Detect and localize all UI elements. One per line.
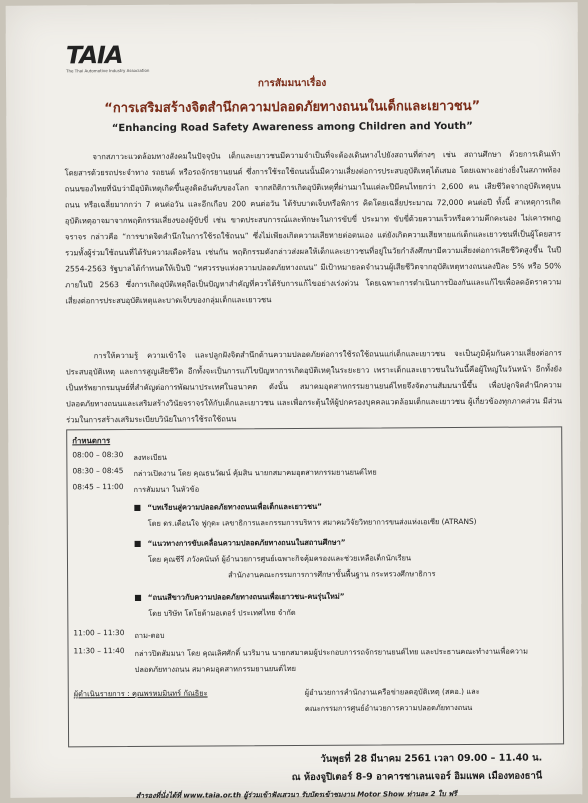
bullet-icon: ■ (133, 538, 142, 548)
bullet-icon: ■ (134, 592, 142, 602)
event-date: วันพุธที่ 28 มีนาคม 2561 เวลา 09.00 – 11.40 น. (320, 752, 543, 765)
topic-speaker-affiliation: สำนักงานคณะกรรมการการศึกษาขั้นพื้นฐาน กระทรวงศึกษาธิการ (228, 569, 436, 580)
schedule-activity: กล่าวปิดสัมมนา โดย คุณเลิศศักดิ์ นวริมาน นายกสมาคมผู้ประกอบการรถจักรยานยนต์ไทย และประธานคณะทำงานเพื่อความปลอดภัยทางถนน สมาคมอุตสาหกรรมยานยนต์ไทย (134, 646, 528, 674)
topic-speaker: โดย บริษัท โตโยต้ามอเตอร์ ประเทศไทย จำกัด (148, 607, 296, 618)
schedule-title: กำหนดการ (72, 436, 111, 446)
topic-speaker: โดย คุณชีรี ภวังคนันท์ ผู้อำนวยการศูนย์เฉพาะกิจคุ้มครองและช่วยเหลือเด็กนักเรียน (147, 553, 412, 564)
bullet-icon: ■ (133, 502, 142, 512)
schedule-activity: ถาม-ตอบ (134, 630, 165, 640)
schedule-time: 11:30 – 11:40 (73, 646, 125, 656)
event-venue: ณ ห้องจูปิเตอร์ 8-9 อาคารชาเลนเจอร์ อิมแพค เมืองทองธานี (291, 770, 543, 784)
schedule-time: 08:30 – 08:45 (72, 466, 124, 476)
topic-title: “บทเรียนสู่ความปลอดภัยทางถนนเพื่อเด็กและเยาวชน” (147, 501, 323, 512)
document-page (6, 2, 583, 800)
schedule-row (68, 625, 562, 640)
moderator-label: ผู้ดำเนินรายการ : คุณพรหมมินทร์ กัณธิยะ (73, 688, 208, 699)
moderator-role-line2: คณะกรรมการศูนย์อำนวยการความปลอดภัยทางถนน (304, 702, 473, 713)
topic-speaker: โดย ดร.เดือนใจ ฟูกุดะ เลขาธิการและกรรมการบริหาร สมาคมวิจัยวิทยาการขนส่งแห่งเอเซีย (ATRANS) (147, 516, 477, 528)
schedule-box (66, 426, 564, 747)
schedule-activity: การสัมมนา ในหัวข้อ (133, 484, 200, 494)
seminar-topic (134, 587, 554, 605)
registration-note: สำรองที่นั่งได้ที่ www.taia.or.th ผู้ร่วมเข้าฟังเสวนา รับบัตรเข้าชมงาน Motor Show ท่านละ 2 ใบ ฟรี (135, 790, 457, 800)
seminar-title-thai: “การเสริมสร้างจิตสำนึกความปลอดภัยทางถนนในเด็กและเยาวชน” (104, 98, 481, 117)
purpose-paragraph: การให้ความรู้ ความเข้าใจ และปลูกฝังจิตสำนึกด้านความปลอดภัยต่อการใช้รถใช้ถนนแก่เด็กและเยาวชน จะเป็นภูมิคุ้มกันความเสี่ยงต่อการประสบอุบัติเหตุ และการสูญเสียชีวิต อีกทั้งจะเป็นการแก้ไขปัญหาการเกิดอุบัติเหตุในระยะยาว เพราะเด็กและเยาวชนในวันนี้คือผู้ใหญ่ในวันหน้า อีกทั้งยังเป็นทรัพยากรมนุษย์ที่สำคัญต่อการพัฒนาประเทศในอนาคต ดังนั้น สมาคมอุตสาหกรรมยานยนต์ไทยจึงจัดงานสัมมนานี้ขึ้น เพื่อปลูกจิตสำนึกความปลอดภัยทางถนนและเสริมสร้างวินัยจราจรให้กับเด็กและเยาวชน และเพื่อกระตุ้นให้ผู้ปกครองบุคคลแวดล้อมเด็กและเยาวชน ผู้เกี่ยวข้องทุกภาคส่วน มีส่วนร่วมในการสร้างเสริมระเบียบวินัยในการใช้รถใช้ถนน (65, 348, 563, 425)
seminar-kind: การสัมมนาเรื่อง (257, 77, 327, 90)
seminar-title-english: “Enhancing Road Safety Awareness among Children and Youth” (111, 120, 473, 135)
schedule-time: 08:00 – 08:30 (72, 450, 124, 460)
schedule-activity: ลงทะเบียน (133, 452, 167, 462)
moderator-role: ผู้อำนวยการสำนักงานเครือข่ายลดอุบัติเหตุ (สคอ.) และ (304, 686, 480, 697)
topic-title: “แนวทางการขับเคลื่อนความปลอดภัยทางถนนในสถานศึกษา” (147, 537, 346, 548)
seminar-topic (134, 533, 554, 551)
schedule-time: 11:00 – 11:30 (73, 628, 125, 638)
logo-mark: TAIA (65, 41, 123, 70)
schedule-time: 08:45 – 11:00 (72, 482, 124, 492)
intro-paragraph: จากสภาวะแวดล้อมทางสังคมในปัจจุบัน เด็กและเยาวชนมีความจำเป็นที่จะต้องเดินทางไปยังสถานที่ต่างๆ เช่น สถานศึกษา ด้วยการเดินเท้า โดยสารด้วยรถประจำทาง รถยนต์ หรือรถจักรยานยนต์ ซึ่งการใช้รถใช้ถนนนั้นมีความเสี่ยงต่อการประสบอุบัติเหตุได้เสมอ โดยเฉพาะอย่างยิ่งในสภาพท้องถนนของไทยที่นับว่ามีอุบัติเหตุเกิดขึ้นสูงติดอันดับของโลก จากสถิติการเกิดอุบัติเหตุที่ผ่านมาในแต่ละปีมีคนไทยกว่า 2,600 คน เสียชีวิตจากอุบัติเหตุบนถนน หรือเฉลี่ยมากกว่า 7 คนต่อวัน และอีกเกือบ 200 คนต่อวัน ได้รับบาดเจ็บหรือพิการ คิดโดยเฉลี่ยประมาณ 72,000 คนต่อปี ทั้งนี้ สาเหตุการเกิดอุบัติเหตุอาจมาจากพฤติกรรมเสี่ยงของผู้ขับขี่ เช่น ขาดประสบการณ์และทักษะในการขับขี่ ประมาท ขับขี่ด้วยความเร็วหรือความคึกคะนอง ไม่เคารพกฎจราจร กล่าวคือ “การขาดจิตสำนึกในการใช้รถใช้ถนน” ซึ่งไม่เพียงเกิดความเสียหายต่อตนเอง แต่ยังเกิดความเสียหายแก่เด็กและเยาวชนที่เป็นผู้โดยสาร รวมทั้งผู้ร่วมใช้ถนนที่ได้รับความเดือดร้อน เช่นกัน พฤติกรรมดังกล่าวส่งผลให้เด็กและเยาวชนที่อยู่ในวัยกำลังศึกษามีความเสี่ยงต่อการเสียชีวิตสูงขึ้น ในปี 2554-2563 รัฐบาลได้กำหนดให้เป็นปี “ทศวรรษแห่งความปลอดภัยทางถนน” มีเป้าหมายลดจำนวนผู้เสียชีวิตจากอุบัติเหตุทางถนนลงปีละ 5% หรือ 50% ภายในปี 2563 ซึ่งการเกิดอุบัติเหตุถือเป็นปัญหาสำคัญที่ควรได้รับการแก้ไขอย่างเร่งด่วน โดยเฉพาะการดำเนินการป้องกันและแก้ไขเพื่อลดอัตราความเสี่ยงต่อการประสบอุบัติเหตุและบาดเจ็บของกลุ่มเด็กและเยาวชน (64, 149, 562, 306)
schedule-row (67, 447, 561, 462)
logo-subtitle: The Thai Automotive Industry Association (65, 67, 150, 74)
topic-title: “ถนนสีขาวกับความปลอดภัยทางถนนเพื่อเยาวชน-คนรุ่นใหม่” (147, 591, 345, 602)
schedule-activity: กล่าวเปิดงาน โดย คุณธนวัฒน์ คุ้มสิน นายกสมาคมอุตสาหกรรมยานยนต์ไทย (133, 467, 377, 478)
taia-logo (65, 41, 150, 74)
seminar-topic (134, 497, 554, 515)
